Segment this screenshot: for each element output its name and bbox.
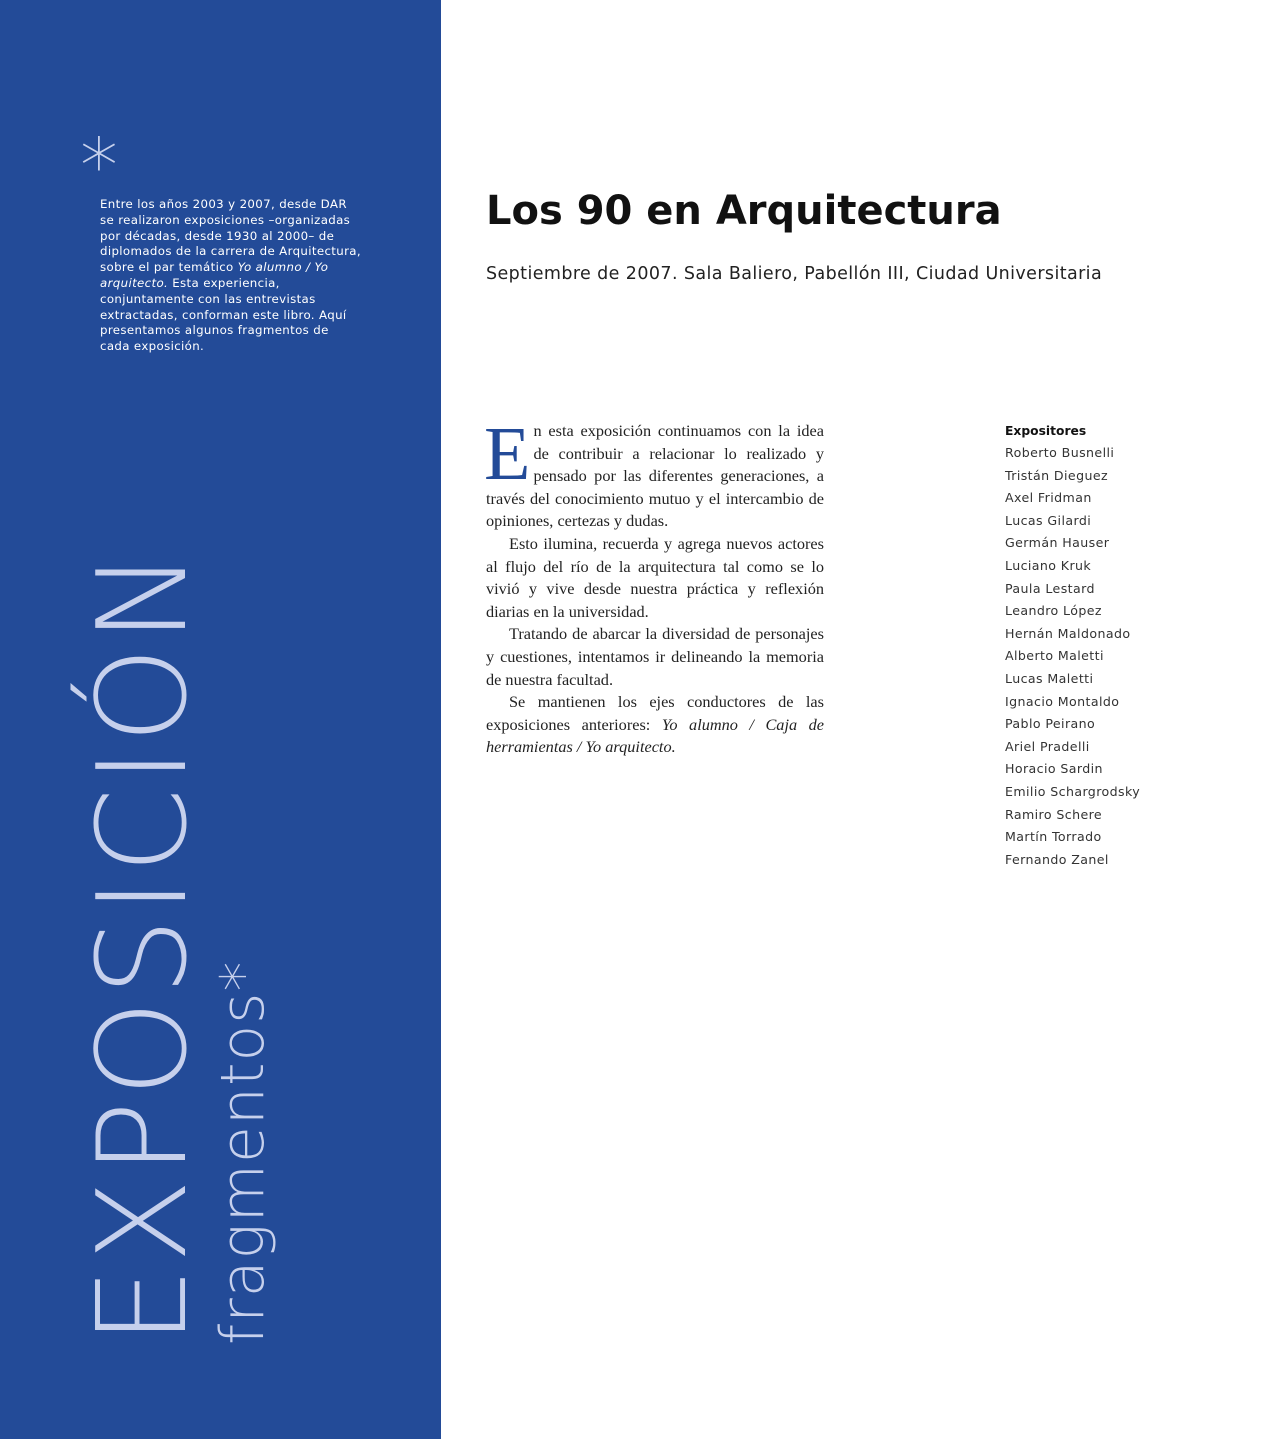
exhibitor-name: Alberto Maletti <box>1005 648 1104 664</box>
exhibitor-name: Tristán Dieguez <box>1005 467 1108 483</box>
exhibitor-name: Ramiro Schere <box>1005 806 1103 822</box>
exhibitor-name: Emilio Schargrodsky <box>1005 783 1141 799</box>
intro-text-italic: Yo alumno / Yo arquitecto. <box>100 260 329 290</box>
vertical-title: EXPOSICIÓN <box>72 546 215 1345</box>
exhibitor-name: Germán Hauser <box>1005 535 1110 551</box>
exhibitors-names <box>1005 442 1140 871</box>
exhibitor-name: Ignacio Montaldo <box>1005 693 1120 709</box>
paragraph-1 <box>484 412 824 533</box>
intro-text <box>100 197 362 355</box>
exhibitor-name: Lucas Maletti <box>1005 670 1094 686</box>
exhibitor-name: Martín Torrado <box>1005 829 1102 845</box>
paragraph-1-text: n esta exposición continuamos con la idea de contribuir a relacionar lo realizado y pensado por las diferentes generaciones, a través del conocimiento mutuo y el intercambio de opiniones, certezas y dudas. <box>486 421 824 531</box>
paragraph-4-italic: Yo alumno / Caja de herramientas / Yo arquitecto. <box>486 714 824 757</box>
exhibitor-name: Hernán Maldonado <box>1005 625 1131 641</box>
paragraph-2: Esto ilumina, recuerda y agrega nuevos actores al flujo del río de la arquitectura tal como se lo vivió y vive desde nuestra práctica y reflexión diarias en la universidad. <box>486 533 824 621</box>
exhibitor-name: Luciano Kruk <box>1005 557 1092 573</box>
exhibitors-heading: Expositores <box>1005 424 1087 438</box>
exhibitor-name: Paula Lestard <box>1005 580 1095 596</box>
exhibitor-name: Leandro López <box>1005 603 1102 619</box>
drop-cap: E <box>484 412 531 496</box>
exhibitor-name: Horacio Sardin <box>1005 761 1103 777</box>
paragraph-4-text: Se mantienen los ejes conductores de las exposiciones anteriores: <box>486 692 824 734</box>
sidebar-panel <box>0 0 441 1439</box>
exhibitor-name: Ariel Pradelli <box>1005 738 1090 754</box>
exhibitor-name: Lucas Gilardi <box>1005 512 1092 528</box>
paragraph-3: Tratando de abarcar la diversidad de personajes y cuestiones, intentamos ir delineando la memoria de nuestra facultad. <box>486 624 824 689</box>
page-title: Los 90 en Arquitectura <box>486 188 1002 234</box>
exhibitor-name: Fernando Zanel <box>1005 851 1109 867</box>
paragraph-4 <box>486 691 824 759</box>
exhibitor-name: Pablo Peirano <box>1005 716 1096 732</box>
page-subtitle: Septiembre de 2007. Sala Baliero, Pabellón III, Ciudad Universitaria <box>486 264 1103 284</box>
vertical-subtitle: fragmentos* <box>208 960 278 1345</box>
exhibitors-list <box>1005 421 1140 871</box>
article-body <box>484 412 824 759</box>
intro-text-part1: Entre los años 2003 y 2007, desde DAR se realizaron exposiciones –organizadas por décadas, desde 1930 al 2000– de diplomados de la carrera de Arquitectura, sobre el par temático <box>100 197 361 275</box>
exhibitor-name: Roberto Busnelli <box>1005 445 1115 460</box>
asterisk-mark: * <box>80 121 118 210</box>
intro-text-part2: Esta experiencia, conjuntamente con las entrevistas extractadas, conforman este libro. Aquí presentamos algunos fragmentos de cada exposición. <box>100 275 347 354</box>
exhibitor-name: Axel Fridman <box>1005 490 1092 506</box>
